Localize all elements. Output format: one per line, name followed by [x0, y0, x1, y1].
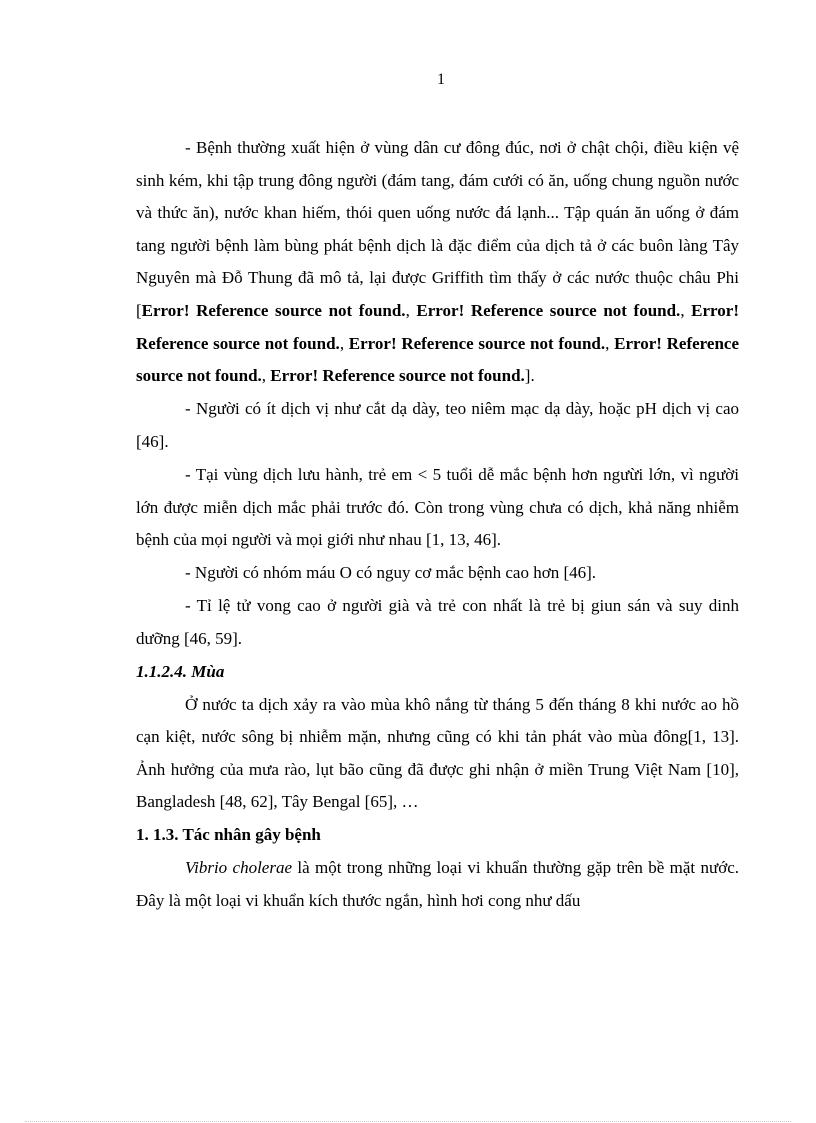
paragraph-risk-crowding: [136, 132, 739, 393]
separator: ,: [605, 333, 615, 353]
section-heading-season: 1.1.2.4. Mùa: [136, 661, 225, 681]
paragraph-text: - Bệnh thường xuất hiện ở vùng dân cư đông đúc, nơi ở chật chội, điều kiện vệ sinh kém, khi tập trung đông người (đám tang, đám cưới có ăn, uống chung nguồn nước và thức ăn), nước khan hiếm, thói quen uống nước đá lạnh... Tập quán ăn uống ở đám tang người bệnh làm bùng phát bệnh dịch là đặc điểm của dịch tả ở các buôn làng Tây Nguyên mà Đỗ Thung đã mô tả, lại được Griffith tìm thấy ở các nước thuộc châu Phi [: [136, 138, 739, 320]
species-name: Vibrio cholerae: [185, 858, 293, 878]
paragraph-gastric-acid: - Người có ít dịch vị như cắt dạ dày, teo niêm mạc dạ dày, hoặc pH dịch vị cao [46].: [136, 399, 739, 451]
reference-error: Error! Reference source not found.: [416, 300, 681, 320]
reference-error: Error! Reference source not found.: [348, 333, 606, 353]
paragraph-children: - Tại vùng dịch lưu hành, trẻ em < 5 tuổi dễ mắc bệnh hơn ngưừi lớn, vì người lớn được miễn dịch mắc phải trước đó. Còn trong vùng chưa có dịch, khả năng nhiễm bệnh của mọi người và mọi giới như nhau [1, 13, 46].: [136, 464, 739, 550]
reference-error: Error! Reference source not found.: [141, 300, 406, 320]
section-heading-pathogen: 1. 1.3. Tác nhân gây bệnh: [136, 824, 321, 844]
paragraph-blood-group: - Người có nhóm máu O có nguy cơ mắc bệnh cao hơn [46].: [185, 563, 597, 583]
separator: ,: [405, 300, 417, 320]
document-body: [136, 132, 739, 917]
reference-error: Error! Reference source not found.: [136, 300, 740, 353]
paragraph-mortality: - Tỉ lệ tử vong cao ở người già và trẻ con nhất là trẻ bị giun sán và suy dinh dưỡng [46, 59].: [136, 596, 739, 648]
reference-error: Error! Reference source not found.: [270, 366, 525, 386]
separator: ,: [261, 366, 271, 386]
separator: ,: [680, 300, 692, 320]
paragraph-text: là một trong những loại vi khuẩn thường gặp trên bề mặt nước. Đây là một loại vi khuẩn kích thước ngắn, hình hơi cong như dấu: [136, 858, 739, 910]
paragraph-vibrio: [136, 852, 739, 917]
page-number: 1: [437, 71, 445, 88]
paragraph-season: Ở nước ta dịch xảy ra vào mùa khô nắng từ tháng 5 đến tháng 8 khi nước ao hồ cạn kiệt, nước sông bị nhiễm mặn, nhưng cũng có khi tản phát vào mùa đông[1, 13]. Ảnh hưởng của mưa rào, lụt bão cũng đã được ghi nhận ở miền Trung Việt Nam [10], Bangladesh [48, 62], Tây Bengal [65], …: [136, 694, 739, 812]
separator: ].: [524, 366, 535, 386]
separator: ,: [339, 333, 349, 353]
reference-error: Error! Reference source not found.: [136, 333, 740, 386]
page-bottom-divider: [25, 1121, 791, 1122]
